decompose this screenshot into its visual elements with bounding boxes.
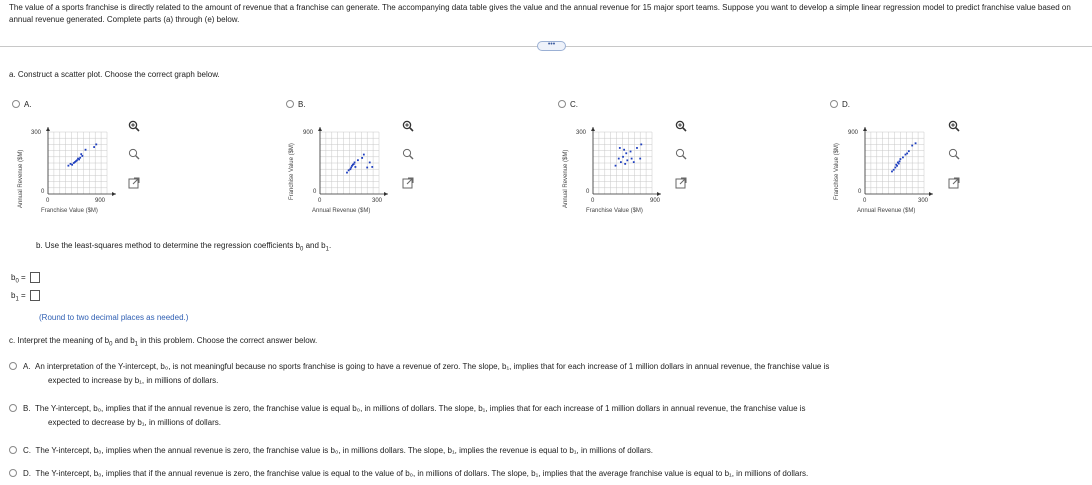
part-c-option-c[interactable]	[9, 444, 653, 458]
data-point	[619, 147, 621, 149]
data-point	[80, 153, 82, 155]
option-c-xlabel: Franchise Value ($M)	[586, 208, 643, 214]
option-d-ytick: 900	[848, 130, 859, 136]
data-point	[891, 171, 893, 173]
radio-d[interactable]	[830, 100, 838, 108]
data-point	[366, 167, 368, 169]
data-point	[348, 169, 350, 171]
data-point	[81, 155, 83, 157]
zoom-in-icon[interactable]	[948, 120, 960, 132]
part-b-text: b. Use the least-squares method to determine the regression coefficients b	[36, 241, 300, 250]
expand-icon[interactable]	[128, 177, 140, 189]
part-b-prompt	[36, 241, 331, 253]
b0-equals: =	[21, 273, 26, 282]
data-point	[626, 159, 628, 161]
option-b-origin: 0	[313, 189, 317, 195]
option-c-ylabel: Annual Revenue ($M)	[563, 149, 569, 208]
part-a-prompt: a. Construct a scatter plot. Choose the correct graph below.	[9, 70, 220, 79]
data-point	[363, 154, 365, 156]
data-point	[898, 163, 900, 165]
radio-c[interactable]	[558, 100, 566, 108]
data-point	[361, 157, 363, 159]
data-point	[915, 142, 917, 144]
data-point	[899, 160, 901, 162]
data-point	[93, 146, 95, 148]
option-a-letter: A.	[24, 100, 32, 109]
option-b-xlabel: Annual Revenue ($M)	[312, 208, 371, 214]
b0-answer-box[interactable]	[30, 272, 40, 283]
part-c-sub1: 1	[134, 341, 138, 348]
part-b-and: and b	[303, 241, 326, 250]
option-b-ytick: 900	[303, 130, 314, 136]
option-a-ytick: 300	[31, 130, 42, 136]
option-c-zero-x: 0	[591, 198, 595, 204]
y-axis-arrow	[46, 127, 50, 131]
b0-label: b	[11, 273, 16, 282]
expand-icon[interactable]	[402, 177, 414, 189]
option-c-xtick: 900	[650, 198, 661, 204]
part-c-radio-b[interactable]	[9, 404, 17, 412]
part-c-option-b[interactable]	[9, 402, 806, 430]
option-b-letter: B.	[298, 100, 306, 109]
data-point	[346, 172, 348, 174]
zoom-out-icon[interactable]	[675, 148, 687, 160]
data-point	[79, 157, 81, 159]
data-point	[620, 161, 622, 163]
part-c-mid: and b	[112, 336, 135, 345]
b1-sub: 1	[15, 296, 19, 303]
zoom-in-icon[interactable]	[402, 120, 414, 132]
data-point	[357, 159, 359, 161]
option-c-plot	[590, 127, 662, 199]
data-point	[71, 164, 73, 166]
round-note: (Round to two decimal places as needed.)	[39, 313, 189, 322]
data-point	[70, 163, 72, 165]
data-point	[355, 166, 357, 168]
b0-sub: 0	[15, 278, 19, 285]
zoom-out-icon[interactable]	[128, 148, 140, 160]
b1-row	[11, 290, 40, 303]
data-point	[630, 151, 632, 153]
more-button[interactable]: •••	[537, 41, 566, 51]
part-c-letter-b: B.	[23, 404, 31, 413]
option-d-zero-x: 0	[863, 198, 867, 204]
option-d-ylabel: Franchise Value ($M)	[834, 143, 840, 200]
part-c-text-a1: An interpretation of the Y-intercept, b₀, is not meaningful because no sports franchise is going to have a revenue of zero. The slope, b₁, implies that for each increase of 1 million dollars in annual revenue, the franchise value is	[35, 362, 830, 371]
b0-row	[11, 272, 40, 285]
option-b-zero-x: 0	[318, 198, 322, 204]
b1-equals: =	[21, 291, 26, 300]
x-axis-arrow	[929, 192, 933, 196]
data-point	[95, 144, 97, 146]
part-c-text-b2: expected to decrease by b₁, in millions of dollars.	[48, 418, 222, 427]
data-point	[369, 162, 371, 164]
option-c-origin: 0	[586, 189, 590, 195]
data-point	[902, 156, 904, 158]
part-c-option-d[interactable]	[9, 467, 808, 481]
option-b-ylabel: Franchise Value ($M)	[289, 143, 295, 200]
data-point	[900, 158, 902, 160]
part-c-letter-d: D.	[23, 469, 31, 478]
data-point	[896, 165, 898, 167]
radio-a[interactable]	[12, 100, 20, 108]
option-a-ylabel: Annual Revenue ($M)	[18, 149, 24, 208]
option-a-xtick: 900	[95, 198, 106, 204]
data-point	[85, 149, 87, 151]
x-axis-arrow	[657, 192, 661, 196]
x-axis-arrow	[384, 192, 388, 196]
data-point	[615, 165, 617, 167]
y-axis-arrow	[591, 127, 595, 131]
part-c-text: c. Interpret the meaning of b	[9, 336, 110, 345]
part-c-text-c1: The Y-intercept, b₀, implies when the annual revenue is zero, the franchise value is b₀, in millions dollars. The slope, b₁, implies the revenue is equal to b₁, in millions of dollars.	[35, 446, 653, 455]
part-b-sub0: 0	[300, 246, 304, 253]
radio-b[interactable]	[286, 100, 294, 108]
data-point	[893, 169, 895, 171]
data-point	[354, 162, 356, 164]
expand-icon[interactable]	[675, 177, 687, 189]
data-point	[67, 165, 69, 167]
option-c-ytick: 300	[576, 130, 587, 136]
part-c-post: in this problem. Choose the correct answer below.	[138, 336, 318, 345]
data-point	[631, 158, 633, 160]
zoom-out-icon[interactable]	[402, 148, 414, 160]
expand-icon[interactable]	[948, 177, 960, 189]
option-a-plot	[45, 127, 117, 199]
zoom-in-icon[interactable]	[675, 120, 687, 132]
data-point	[349, 168, 351, 170]
data-point	[633, 161, 635, 163]
data-point	[76, 159, 78, 161]
part-c-text-a2: expected to increase by b₁, in millions of dollars.	[48, 376, 219, 385]
data-point	[350, 167, 352, 169]
option-d-xlabel: Annual Revenue ($M)	[857, 208, 916, 214]
option-d-xtick: 300	[918, 198, 929, 204]
zoom-out-icon[interactable]	[948, 148, 960, 160]
data-point	[636, 147, 638, 149]
part-c-sub0: 0	[109, 341, 113, 348]
part-b-sub1: 1	[325, 246, 329, 253]
part-c-radio-d[interactable]	[9, 469, 17, 477]
problem-intro: The value of a sports franchise is directly related to the amount of revenue that a franchise can generate. The accompanying data table gives the value and the annual revenue for 15 major sport teams. Suppose you want to develop a simple linear regression model to predict franchise value based on annual revenue generated. Complete parts (a) through (e) below.	[9, 3, 1071, 24]
option-a-origin: 0	[41, 189, 45, 195]
option-a-zero-x: 0	[46, 198, 50, 204]
data-point	[622, 156, 624, 158]
zoom-in-icon[interactable]	[128, 120, 140, 132]
part-c-prompt	[9, 336, 317, 348]
x-axis-arrow	[112, 192, 116, 196]
part-c-radio-a[interactable]	[9, 362, 17, 370]
b1-answer-box[interactable]	[30, 290, 40, 301]
option-d-letter: D.	[842, 100, 850, 109]
data-point	[905, 154, 907, 156]
data-point	[894, 167, 896, 169]
option-d-plot	[862, 127, 934, 199]
data-point	[353, 163, 355, 165]
data-point	[78, 159, 80, 161]
part-c-letter-a: A.	[23, 362, 31, 371]
part-b-end: .	[328, 241, 332, 250]
y-axis-arrow	[318, 127, 322, 131]
data-point	[625, 152, 627, 154]
data-point	[371, 166, 373, 168]
data-point	[906, 153, 908, 155]
data-point	[618, 158, 620, 160]
option-c-letter: C.	[570, 100, 578, 109]
option-b-plot	[317, 127, 389, 199]
part-c-letter-c: C.	[23, 446, 31, 455]
part-c-text-b1: The Y-intercept, b₀, implies that if the annual revenue is zero, the franchise value is equal b₀, in millions of dollars. The slope, b₁, implies that for each increase of 1 million dollars in annual revenue, the franchise value is	[35, 404, 806, 413]
b1-label: b	[11, 291, 16, 300]
data-point	[624, 163, 626, 165]
option-a-xlabel: Franchise Value ($M)	[41, 208, 98, 214]
data-point	[623, 149, 625, 151]
data-point	[639, 158, 641, 160]
part-c-radio-c[interactable]	[9, 446, 17, 454]
data-point	[908, 150, 910, 152]
option-d-origin: 0	[858, 189, 862, 195]
data-point	[640, 144, 642, 146]
data-point	[911, 145, 913, 147]
y-axis-arrow	[863, 127, 867, 131]
option-b-xtick: 300	[372, 198, 383, 204]
part-c-text-d1: The Y-intercept, b₀, implies that if the annual revenue is zero, the franchise value is equal to the value of b₀, in millions of dollars. The slope, b₁, implies that the average franchise value is equal to b₁, in millions of dollars.	[35, 469, 809, 478]
part-c-option-a[interactable]	[9, 360, 829, 388]
